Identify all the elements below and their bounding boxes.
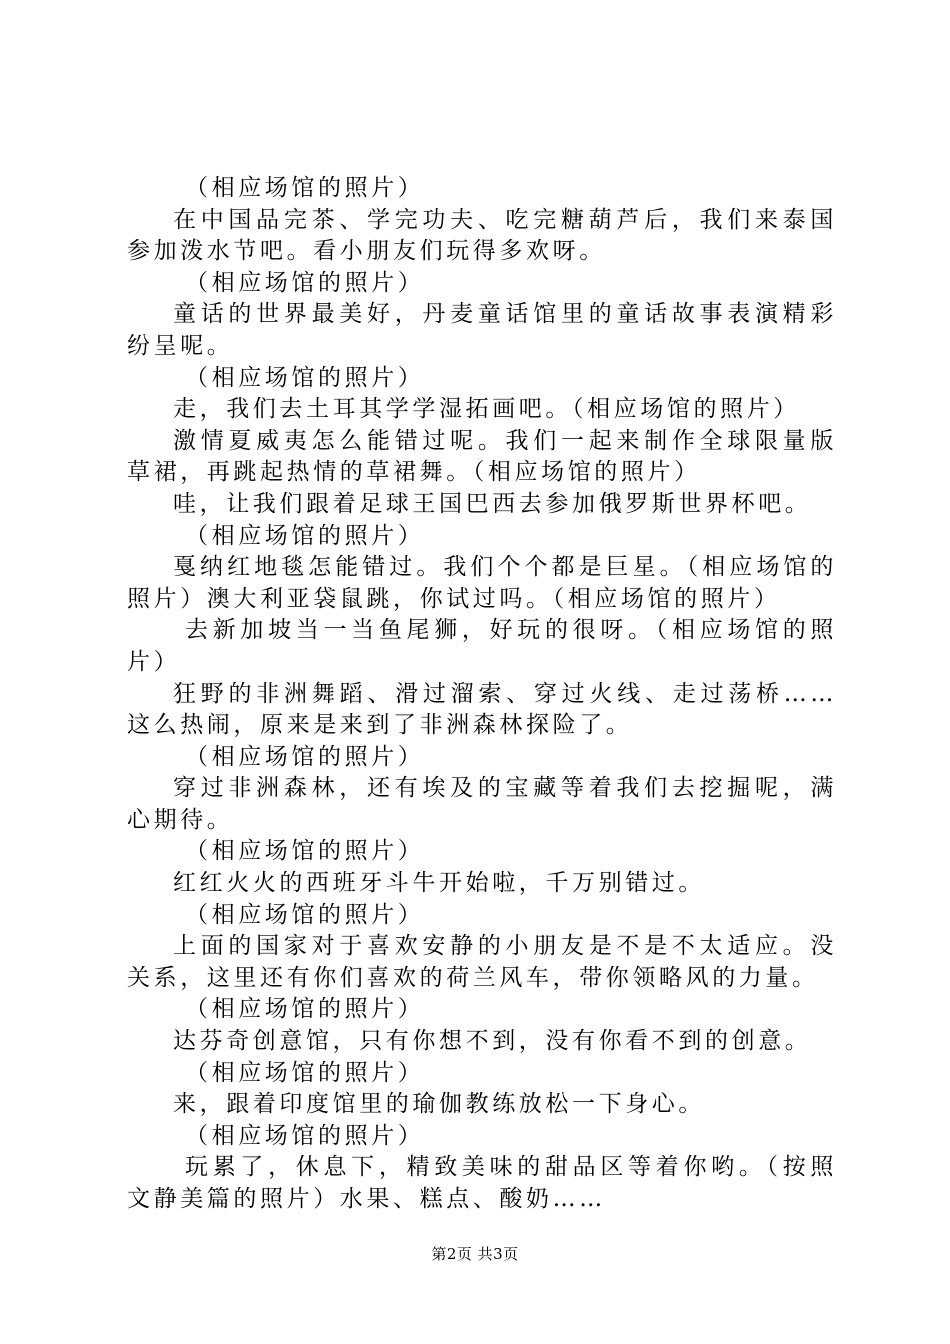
document-body [127, 173, 837, 1216]
photo-caption: （相应场馆的照片） [185, 743, 425, 770]
photo-caption: （相应场馆的照片） [185, 901, 425, 928]
paragraph-india: 来，跟着印度馆里的瑜伽教练放松一下身心。 [173, 1091, 705, 1118]
photo-caption: （相应场馆的照片） [185, 269, 425, 296]
photo-caption: （相应场馆的照片） [185, 364, 425, 391]
paragraph-denmark: 童话的世界最美好，丹麦童话馆里的童话故事表演精彩纷呈呢。 [127, 301, 837, 359]
paragraph-spain: 红红火火的西班牙斗牛开始啦，千万别错过。 [173, 870, 705, 897]
paragraph-singapore: 去新加坡当一当鱼尾狮，好玩的很呀。（相应场馆的照片） [127, 617, 837, 675]
photo-caption: （相应场馆的照片） [185, 838, 425, 865]
photo-caption: （相应场馆的照片） [185, 1122, 425, 1149]
page-footer: 第2页 共3页 [431, 1245, 519, 1263]
paragraph-egypt: 穿过非洲森林，还有埃及的宝藏等着我们去挖掘呢，满心期待。 [127, 775, 837, 833]
photo-caption: （相应场馆的照片） [185, 175, 425, 201]
paragraph-cannes-australia: 戛纳红地毯怎能错过。我们个个都是巨星。（相应场馆的照片）澳大利亚袋鼠跳，你试过吗。（相应场馆的照片） [127, 554, 837, 612]
photo-caption: （相应场馆的照片） [185, 1059, 425, 1086]
paragraph-turkey: 走，我们去土耳其学学湿拓画吧。（相应场馆的照片） [173, 396, 800, 423]
photo-caption: （相应场馆的照片） [185, 996, 425, 1023]
paragraph-brazil: 哇，让我们跟着足球王国巴西去参加俄罗斯世界杯吧。 [173, 490, 812, 517]
paragraph-hawaii: 激情夏威夷怎么能错过呢。我们一起来制作全球限量版草裙，再跳起热情的草裙舞。（相应场馆的照片） [127, 427, 837, 486]
paragraph-netherlands: 上面的国家对于喜欢安静的小朋友是不是不太适应。没关系，这里还有你们喜欢的荷兰风车，带你领略风的力量。 [127, 933, 837, 991]
photo-caption: （相应场馆的照片） [185, 522, 425, 549]
paragraph-da-vinci: 达芬奇创意馆，只有你想不到，没有你看不到的创意。 [173, 1028, 812, 1055]
paragraph-africa: 狂野的非洲舞蹈、滑过溜索、穿过火线、走过荡桥……这么热闹，原来是来到了非洲森林探险了。 [127, 680, 837, 739]
paragraph-thailand: 在中国品完茶、学完功夫、吃完糖葫芦后，我们来泰国参加泼水节吧。看小朋友们玩得多欢呀。 [127, 206, 837, 265]
paragraph-dessert: 玩累了，休息下，精致美味的甜品区等着你哟。（按照文静美篇的照片）水果、糕点、酸奶…… [127, 1154, 837, 1212]
